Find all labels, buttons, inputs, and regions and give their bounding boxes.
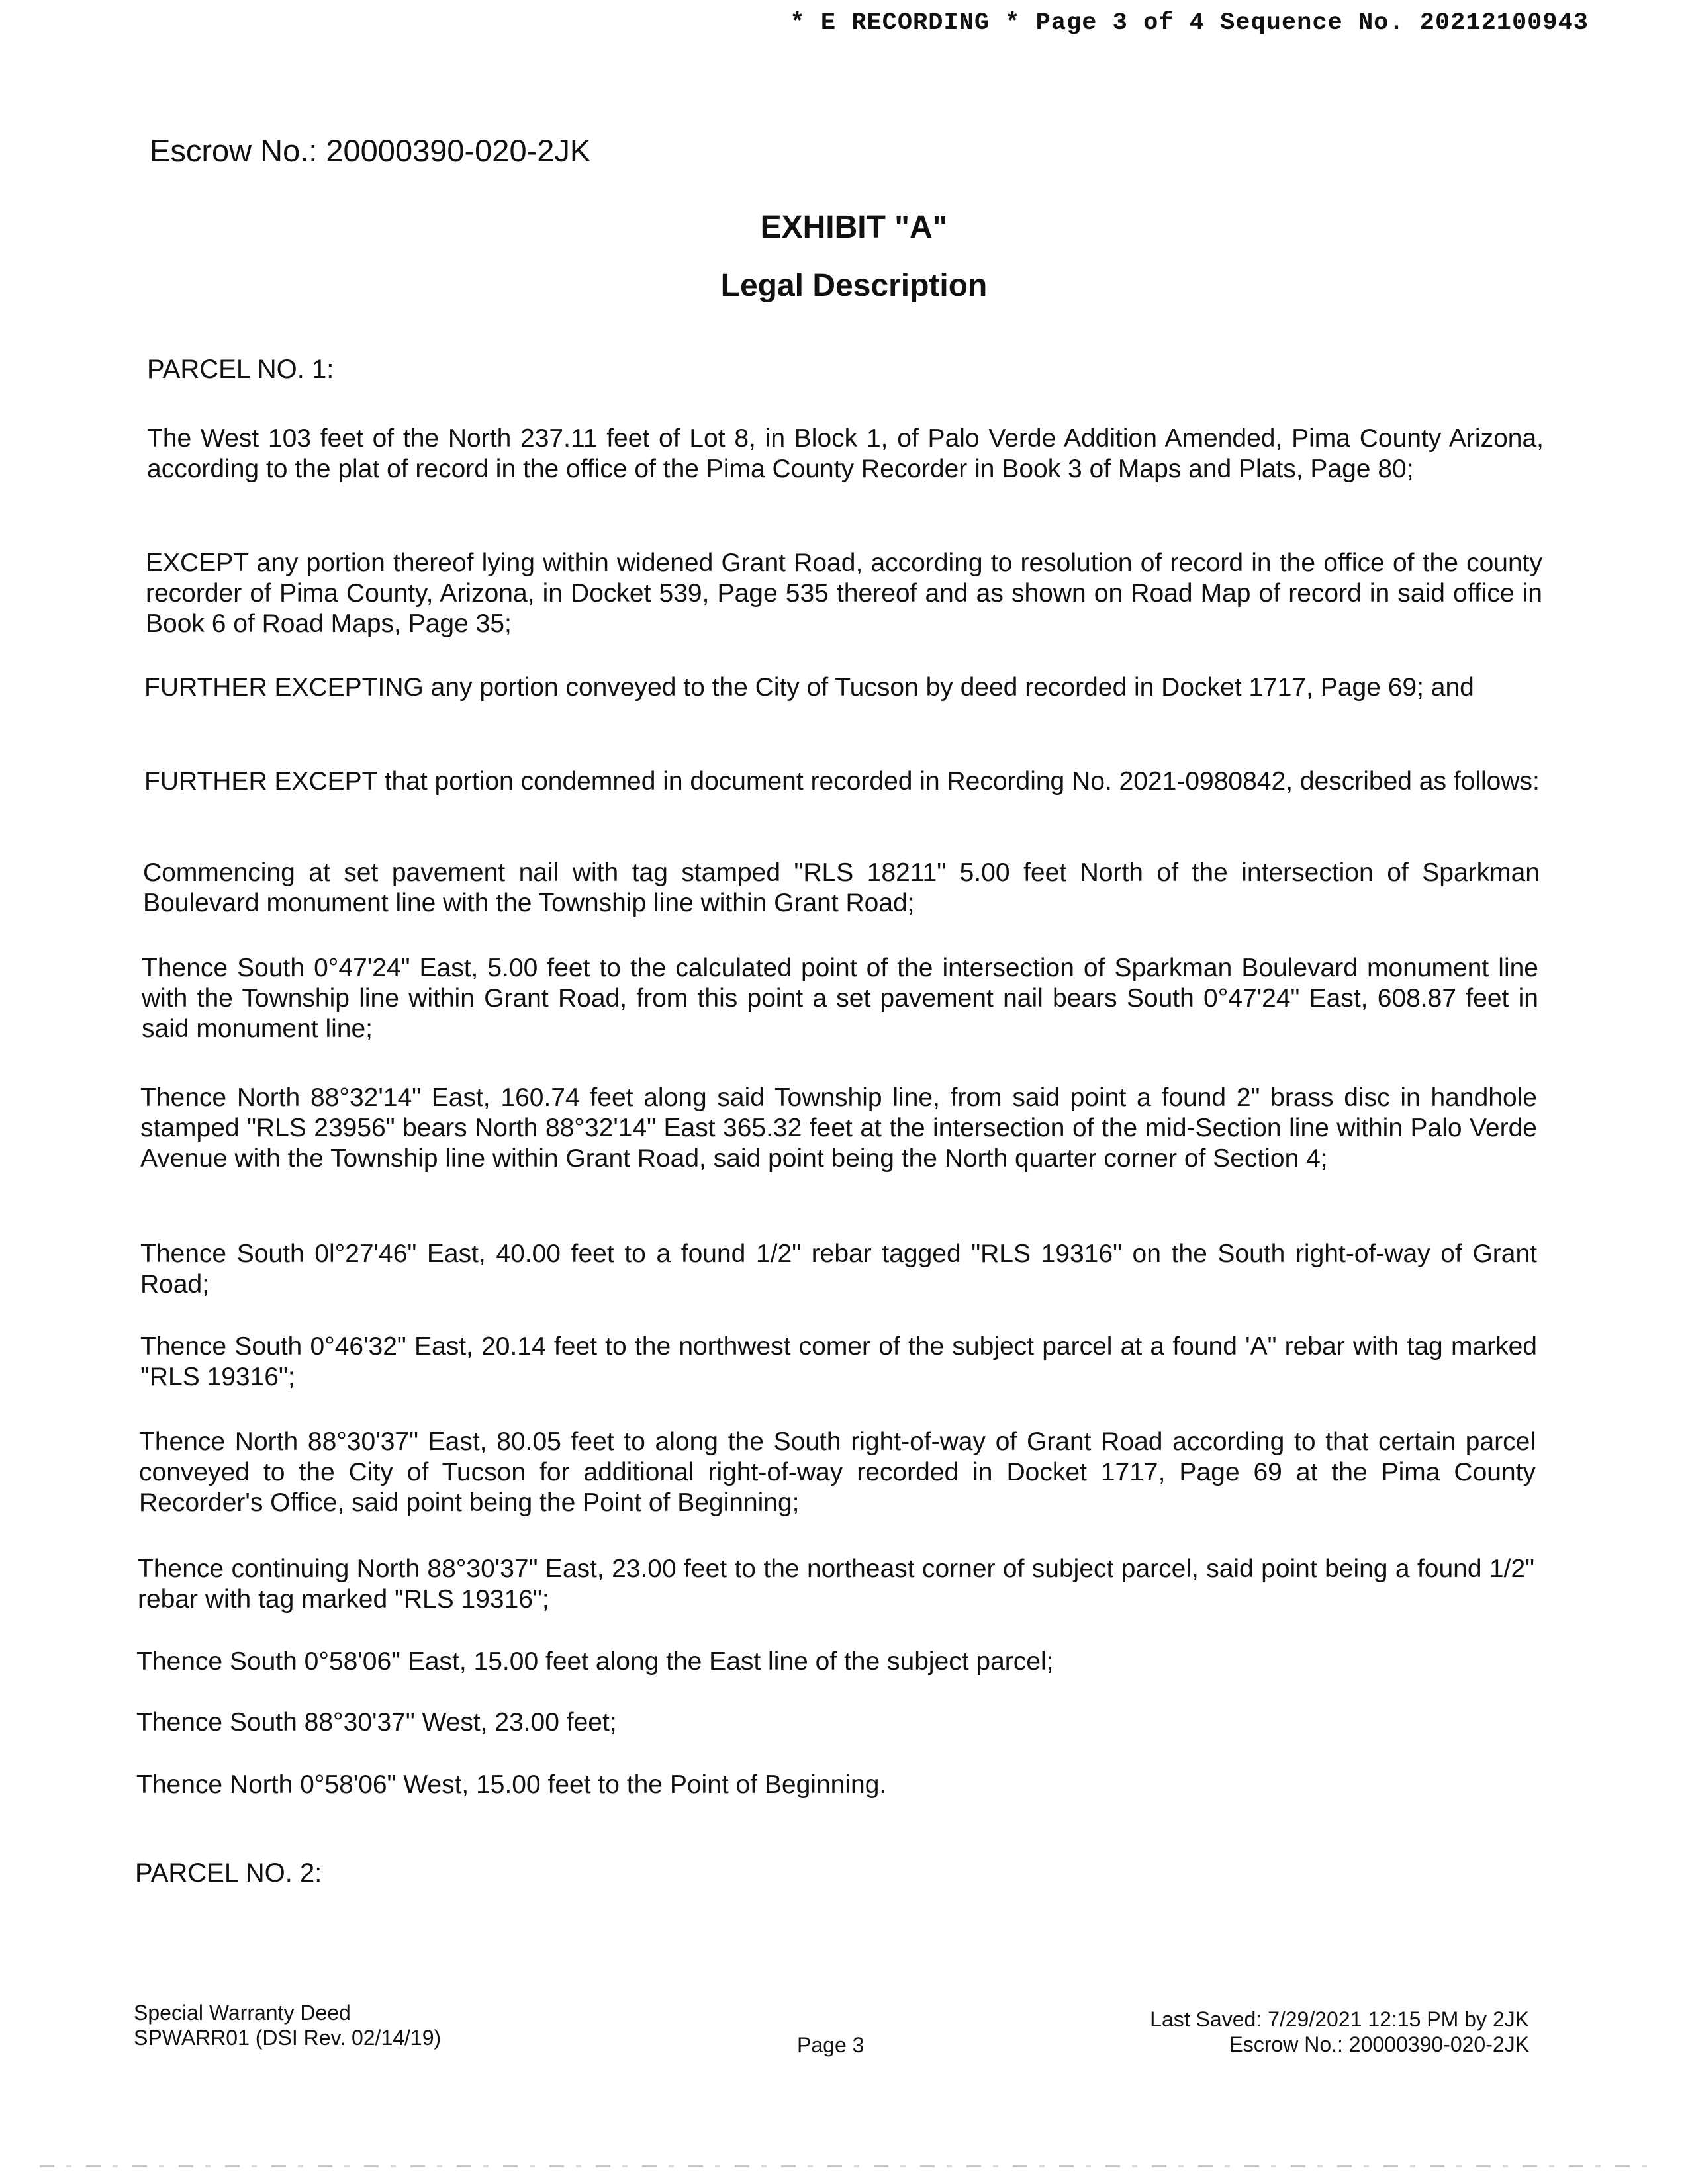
footer-form-code: SPWARR01 (DSI Rev. 02/14/19) [134, 2026, 442, 2050]
paragraph-course-3: Thence South 0l°27'46" East, 40.00 feet to a found 1/2" rebar tagged "RLS 19316" on the South right-of-way of Grant Road; [140, 1240, 1537, 1298]
paragraph-except-grant-road: EXCEPT any portion thereof lying within widened Grant Road, according to resolution of record in the office of the county recorder of Pima County, Arizona, in Docket 539, Page 535 thereof and as shown on Road Map of record in said office in Book 6 of Road Maps, Page 35; [146, 549, 1542, 638]
paragraph-further-excepting: FURTHER EXCEPTING any portion conveyed to the City of Tucson by deed recorded in Docket 1717, Page 69; and [144, 673, 1474, 702]
recording-header: * E RECORDING * Page 3 of 4 Sequence No. 20212100943 [790, 9, 1589, 37]
paragraph-lot-description: The West 103 feet of the North 237.11 feet of Lot 8, in Block 1, of Palo Verde Addition Amended, Pima County Arizona, according to the plat of record in the office of the Pima County Recorder in Book 3 of Maps and Plats, Page 80; [147, 424, 1544, 483]
paragraph-course-5: Thence North 88°30'37" East, 80.05 feet to along the South right-of-way of Grant Road according to that certain parcel conveyed to the City of Tucson for additional right-of-way recorded in Docket 1717, Page 69 at the Pima County Recorder's Office, said point being the Point of Beginning; [139, 1428, 1536, 1517]
exhibit-subtitle: Legal Description [720, 268, 988, 303]
paragraph-course-7: Thence South 0°58'06" East, 15.00 feet along the East line of the subject parcel; [136, 1647, 1054, 1676]
footer-page-number: Page 3 [797, 2033, 865, 2057]
escrow-number-top: Escrow No.: 20000390-020-2JK [150, 133, 591, 168]
paragraph-course-1: Thence South 0°47'24" East, 5.00 feet to the calculated point of the intersection of Sparkman Boulevard monument line with the Township line within Grant Road, from this point a set pavement nail bears South 0°47'24" East, 608.87 feet in said monument line; [142, 954, 1538, 1043]
paragraph-course-9: Thence North 0°58'06" West, 15.00 feet to the Point of Beginning. [136, 1770, 887, 1799]
paragraph-course-8: Thence South 88°30'37" West, 23.00 feet; [136, 1708, 617, 1737]
paragraph-course-2: Thence North 88°32'14" East, 160.74 feet along said Township line, from said point a found 2" brass disc in handhole stamped "RLS 23956" bears North 88°32'14" East 365.32 feet at the intersection of the mid-Section line within Palo Verde Avenue with the Township line within Grant Road, said point being the North quarter corner of Section 4; [140, 1083, 1537, 1173]
parcel-2-heading: PARCEL NO. 2: [135, 1858, 322, 1888]
footer-escrow-number: Escrow No.: 20000390-020-2JK [1229, 2032, 1529, 2056]
paragraph-course-4: Thence South 0°46'32" East, 20.14 feet to the northwest comer of the subject parcel at a found 'A" rebar with tag marked "RLS 19316"; [140, 1332, 1537, 1391]
footer-last-saved: Last Saved: 7/29/2021 12:15 PM by 2JK [1150, 2007, 1529, 2031]
paragraph-course-6: Thence continuing North 88°30'37" East, 23.00 feet to the northeast corner of subject parcel, said point being a found 1/2" rebar with tag marked "RLS 19316"; [138, 1555, 1534, 1614]
footer-save-info [1150, 2007, 1529, 2057]
exhibit-title: EXHIBIT "A" [760, 210, 948, 245]
parcel-1-heading: PARCEL NO. 1: [147, 355, 334, 384]
footer-form-info [134, 2000, 441, 2050]
paragraph-commencing: Commencing at set pavement nail with tag stamped "RLS 18211" 5.00 feet North of the intersection of Sparkman Boulevard monument line with the Township line within Grant Road; [143, 858, 1540, 917]
footer-form-name: Special Warranty Deed [134, 2001, 351, 2025]
scan-edge-artifact [40, 2165, 1655, 2167]
paragraph-further-except-condemned: FURTHER EXCEPT that portion condemned in document recorded in Recording No. 2021-0980842, described as follows: [144, 767, 1540, 796]
